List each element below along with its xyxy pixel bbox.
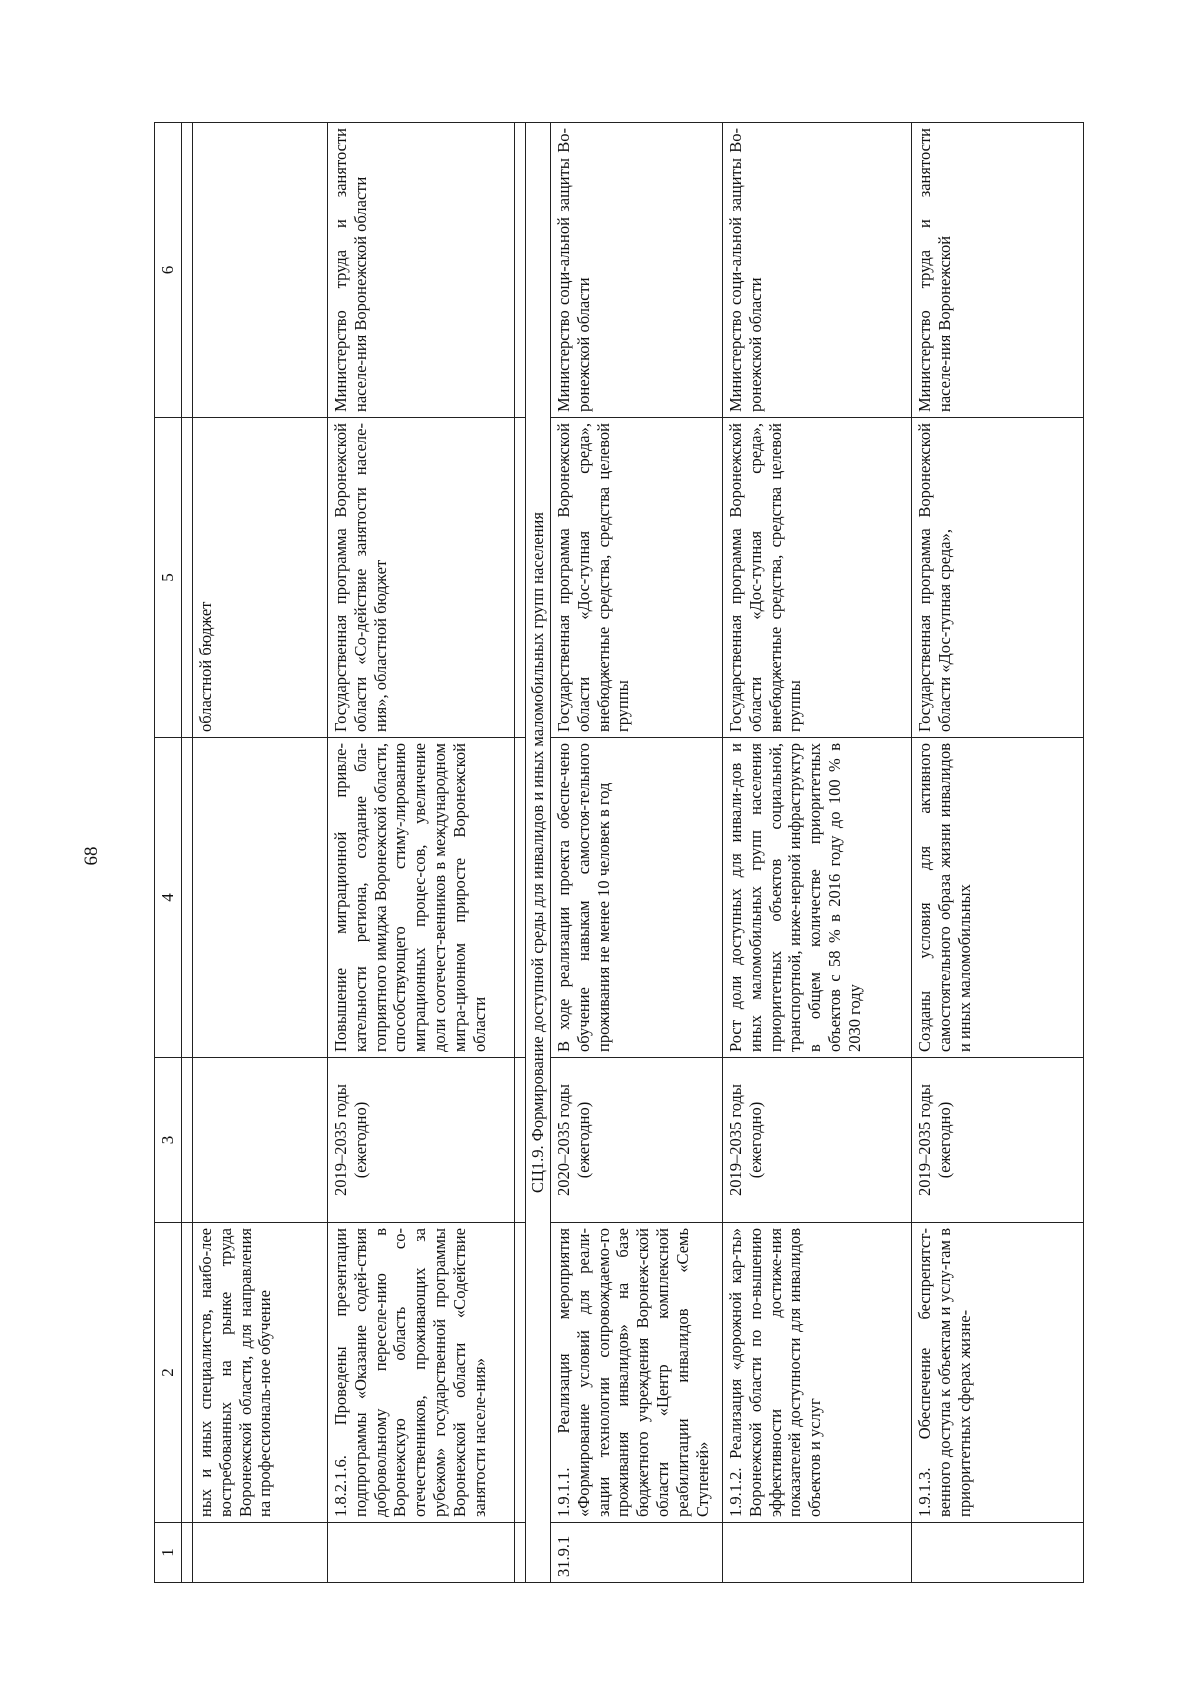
activity-cell: ных и иных специалистов, наибо-лее востребованных на рынке труда Воронежской области, для направления на профессиональ-ное обучение	[193, 1223, 328, 1523]
row-number	[328, 1523, 515, 1583]
activities-table	[154, 122, 1084, 1583]
responsible-cell: Министерство труда и занятости населе-ния Воронежской области	[328, 123, 515, 418]
result-cell: Рост доли доступных для инвали-дов и иных маломобильных групп населения приоритетных объектов социальной, транспортной, инже-нерной инфраструктур в общем количестве приоритетных объектов с 58 % в 2016 году до 100 % в 2030 году	[723, 738, 912, 1058]
responsible-cell: Министерство соци-альной защиты Во-ронежской области	[723, 123, 912, 418]
result-cell: Повышение миграционной привле-кательности региона, создание бла-гоприятного имиджа Воронежской области, способствующего стиму-лированию миграционных процес-сов, увеличение доли соотечест-венников в международном мигра-ционном приросте Воронежской области	[328, 738, 515, 1058]
section-row	[526, 123, 551, 1583]
table-row	[328, 123, 515, 1583]
table-row	[912, 123, 1084, 1583]
activity-cell: 1.9.1.3. Обеспечение беспрепятст-венного доступа к объектам и услу-гам в приоритетных сферах жизне-	[912, 1223, 1084, 1523]
result-cell: В ходе реализации проекта обеспе-чено обучение навыкам самостоя-тельного проживания не менее 10 человек в год	[551, 738, 723, 1058]
funding-cell: Государственная программа Воронежской области «Дос-тупная среда», внебюджетные средства, средства целевой группы	[723, 418, 912, 738]
period-cell: 2020–2035 годы (ежегодно)	[551, 1058, 723, 1223]
period-cell: 2019–2035 годы (ежегодно)	[328, 1058, 515, 1223]
activity-cell: 1.9.1.2. Реализация «дорожной кар-ты» Воронежской области по по-вышению эффективности достиже-ния показателей доступности для инвалидов объектов и услуг	[723, 1223, 912, 1523]
spacer-row	[515, 123, 526, 1583]
section-title: СЦ1.9. Формирование доступной среды для инвалидов и иных маломобильных групп населения	[526, 123, 551, 1583]
period-cell: 2019–2035 годы (ежегодно)	[723, 1058, 912, 1223]
header-cell-3: 3	[155, 1058, 182, 1223]
row-number	[912, 1523, 1084, 1583]
responsible-cell: Министерство соци-альной защиты Во-ронежской области	[551, 123, 723, 418]
row-number	[723, 1523, 912, 1583]
result-cell	[193, 738, 328, 1058]
result-cell: Созданы условия для активного самостоятельного образа жизни инвалидов и иных маломобильных	[912, 738, 1084, 1058]
header-cell-5: 5	[155, 418, 182, 738]
funding-cell: Государственная программа Воронежской области «Со-действие занятости населе-ния», областной бюджет	[328, 418, 515, 738]
header-cell-4: 4	[155, 738, 182, 1058]
header-cell-2: 2	[155, 1223, 182, 1523]
table-row	[193, 123, 328, 1583]
responsible-cell: Министерство труда и занятости населе-ния Воронежской	[912, 123, 1084, 418]
header-row	[155, 123, 182, 1583]
rotated-table-container	[154, 123, 1059, 1583]
table-row	[551, 123, 723, 1583]
spacer-row	[182, 123, 193, 1583]
header-cell-1: 1	[155, 1523, 182, 1583]
activity-cell: 1.8.2.1.6. Проведены презентации подпрограммы «Оказание содей-ствия добровольному переселе-нию в Воронежскую область со-отечественников, проживающих за рубежом» государственной программы Воронежской области «Содействие занятости населе-ния»	[328, 1223, 515, 1523]
funding-cell: Государственная программа Воронежской области «Дос-тупная среда», внебюджетные средства, средства целевой группы	[551, 418, 723, 738]
row-number	[193, 1523, 328, 1583]
activity-cell: 1.9.1.1. Реализация мероприятия «Формирование условий для реали-зации технологии сопровождаемо-го проживания инвалидов» на базе бюджетного учреждения Воронеж-ской области «Центр комплексной реабилитации инвалидов «Семь Ступеней»	[551, 1223, 723, 1523]
table-row	[723, 123, 912, 1583]
responsible-cell	[193, 123, 328, 418]
funding-cell: Государственная программа Воронежской области «Дос-тупная среда»,	[912, 418, 1084, 738]
period-cell: 2019–2035 годы (ежегодно)	[912, 1058, 1084, 1223]
header-cell-6: 6	[155, 123, 182, 418]
period-cell	[193, 1058, 328, 1223]
row-number: 31.9.1	[551, 1523, 723, 1583]
funding-cell: областной бюджет	[193, 418, 328, 738]
page-number: 68	[81, 846, 102, 866]
